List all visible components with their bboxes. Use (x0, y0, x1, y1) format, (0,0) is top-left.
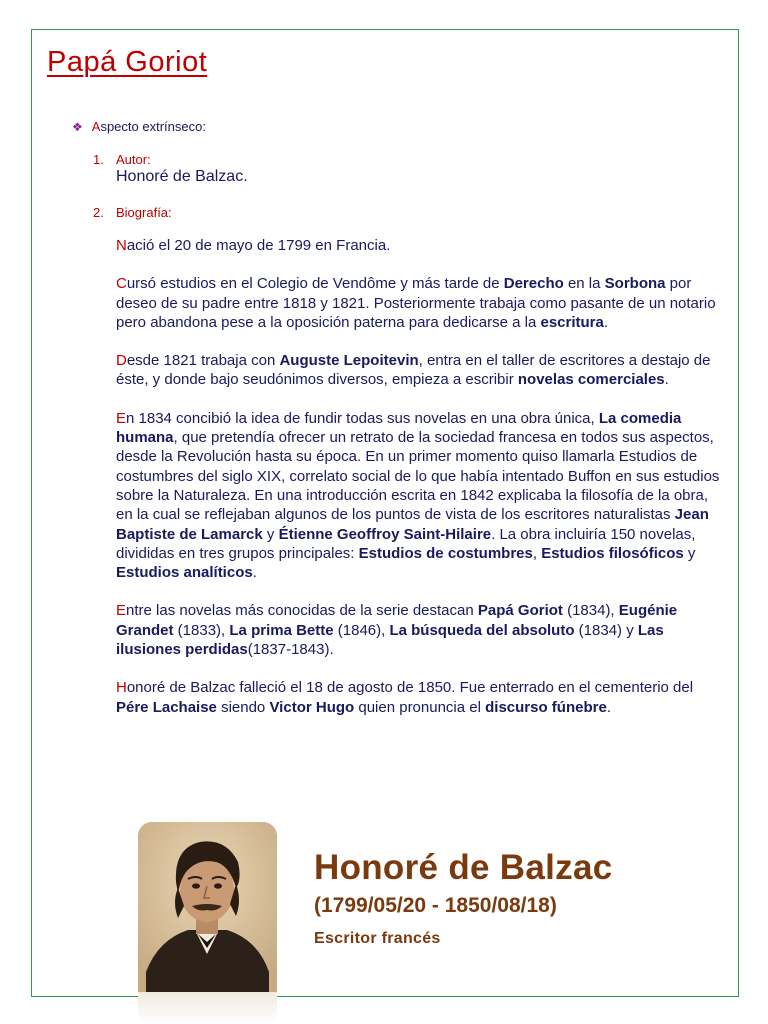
bold-term: Pére Lachaise (116, 698, 217, 716)
biography-paragraph (116, 351, 728, 390)
paragraph-initial: D (116, 352, 127, 370)
paragraph-initial: N (116, 237, 127, 254)
paragraph-text: onoré de Balzac falleció el 18 de agosto de 1850. Fue enterrado en el cementerio del (126, 679, 694, 697)
autor-number: 1. (93, 152, 104, 167)
bold-term: novelas comerciales (517, 371, 665, 389)
caption-name: Honoré de Balzac (314, 848, 613, 887)
bold-term: Eugénie Grandet (116, 602, 678, 639)
biography-paragraph (116, 601, 728, 659)
biografia-heading (93, 205, 172, 220)
paragraph-text: esde 1821 trabaja con (126, 352, 280, 370)
bold-term: Sorbona (604, 275, 666, 293)
bold-term: La búsqueda del absoluto (389, 621, 575, 639)
caption-description: Escritor francés (314, 930, 441, 947)
paragraph-text: y (262, 525, 279, 543)
bold-term: La comedia humana (116, 409, 682, 447)
bold-term: Auguste Lepoitevin (279, 352, 419, 370)
paragraph-initial: C (116, 275, 127, 293)
bold-term: Jean Baptiste de Lamarck (116, 506, 709, 543)
autor-heading (93, 152, 151, 167)
aspecto-label: specto extrínseco: (100, 119, 206, 134)
paragraph-text: ació el 20 de mayo de 1799 en Francia. (126, 237, 391, 254)
biography-text (116, 236, 728, 736)
paragraph-text: . La obra incluiría 150 novelas, divididas en tres grupos principales: (116, 525, 696, 562)
bold-term: Papá Goriot (477, 602, 563, 620)
autor-name: Honoré de Balzac. (116, 168, 248, 185)
paragraph-initial: E (116, 409, 127, 427)
bold-term: Étienne Geoffroy Saint-Hilaire (278, 525, 492, 543)
aspecto-heading (72, 119, 206, 134)
diamond-bullet-icon: ❖ (72, 120, 83, 134)
bold-term: Estudios filosóficos (541, 544, 684, 562)
balzac-portrait (138, 822, 277, 1024)
paragraph-text: . (606, 698, 611, 716)
paragraph-text: ntre las novelas más conocidas de la serie destacan (126, 602, 478, 620)
paragraph-text: por deseo de su padre entre 1818 y 1821. Posteriormente trabaja como pasante de un notario pero abandona pese a la oposición paterna para dedicarse a la (116, 275, 716, 331)
paragraph-initial: E (116, 602, 127, 620)
paragraph-text: siendo (216, 698, 270, 716)
aspecto-initial: A (91, 119, 101, 134)
paragraph-text: . (664, 371, 669, 389)
paragraph-initial: H (116, 679, 127, 697)
autor-label: Autor: (116, 152, 151, 167)
paragraph-text: (1834) y (574, 621, 638, 639)
paragraph-text: . (603, 313, 609, 331)
caption-dates: (1799/05/20 - 1850/08/18) (314, 894, 557, 917)
bold-term: Estudios de costumbres (358, 544, 533, 562)
bold-term: Estudios analíticos (116, 564, 253, 582)
paragraph-text: , (532, 544, 542, 562)
bold-term: discurso fúnebre (485, 698, 607, 716)
paragraph-text: y (683, 544, 696, 562)
biografia-number: 2. (93, 205, 104, 220)
paragraph-text: (1846), (333, 621, 390, 639)
biography-paragraph (116, 236, 728, 255)
paragraph-text: , entra en el taller de escritores a destajo de éste, y donde bajo seudónimos diversos, empieza a escribir (116, 352, 711, 389)
paragraph-text: (1837-1843). (247, 641, 334, 659)
paragraph-text: en la (563, 275, 605, 293)
paragraph-text: (1833), (173, 621, 230, 639)
paragraph-text: . (252, 564, 257, 582)
portrait-illustration (138, 822, 277, 1024)
biography-paragraph (116, 274, 728, 332)
paragraph-text: ursó estudios en el Colegio de Vendôme y más tarde de (126, 275, 504, 293)
bold-term: Las ilusiones perdidas (116, 621, 664, 659)
paragraph-text: n 1834 concibió la idea de fundir todas sus novelas en una obra única, (126, 409, 599, 427)
page-title: Papá Goriot (47, 46, 208, 78)
bold-term: Victor Hugo (269, 698, 355, 716)
bold-term: La prima Bette (229, 621, 334, 639)
biography-paragraph (116, 409, 728, 583)
biografia-label: Biografía: (116, 205, 172, 220)
biography-paragraph (116, 678, 728, 717)
paragraph-text: quien pronuncia el (354, 698, 486, 716)
paragraph-text: , que pretendía ofrecer un retrato de la sociedad francesa en todos sus aspectos, desde la Revolución hasta su época. En un primer momento quiso llamarla Estudios de costumbres del siglo XIX, correlato social de lo que había intentado Buffon en sus estudios sobre la Naturaleza. En una introducción escrita en 1842 explicaba la filosofía de la obra, en la cual se reflejaban algunos de los puntos de vista de los escritores naturalistas (116, 429, 720, 524)
bold-term: escritura (540, 313, 604, 331)
paragraph-text: (1834), (562, 602, 619, 620)
bold-term: Derecho (503, 275, 564, 293)
